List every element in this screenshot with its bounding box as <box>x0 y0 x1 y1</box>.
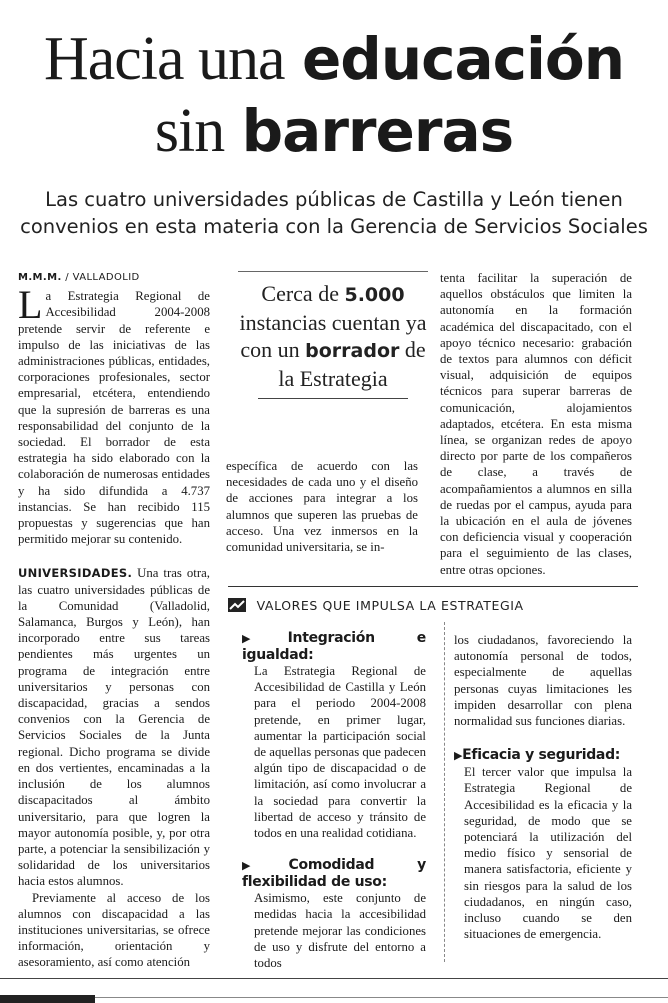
pullquote <box>238 280 428 392</box>
bottom-rule <box>0 978 668 979</box>
box-top-rule <box>228 586 638 587</box>
section-eficacia-heading <box>454 747 632 764</box>
pullquote-text-3: de la Estrategia <box>278 337 426 391</box>
section-lead: UNIVERSIDADES. <box>18 566 133 581</box>
triangle-bullet-icon: ▶ <box>242 859 289 873</box>
box-column-2 <box>454 632 632 942</box>
section-eficacia-title: Eficacia y seguridad: <box>462 747 621 764</box>
subtitle <box>0 186 668 240</box>
paragraph-universidades-text: Una tras otra, las cuatro universidades públicas de la Comunidad (Valladolid, Salamanca, Burgos y León), han incorporado entre sus tareas pendientes más urgentes un programa de integración entre universitarios y personas con discapacidad, gracias a sendos convenios con la Gerencia de Servicios Sociales de la Junta regional. Dicho programa se divide en dos vertientes, encaminadas a la inclusión de los alumnos discapacitados al ámbito universitario, para que logren la mayor autonomía posible, y, por otra parte, a potenciar la sensibilización y solidaridad de los universitarios hacia estos alumnos. <box>18 566 210 889</box>
paragraph-universidades <box>18 565 210 889</box>
headline-thin-1: Hacia una <box>43 25 285 93</box>
headline-bold-1: educación <box>301 25 625 93</box>
pullquote-bottom-rule <box>258 398 408 399</box>
chart-trend-icon <box>228 598 246 612</box>
section-integracion-heading <box>242 630 426 663</box>
byline-place: / VALLADOLID <box>65 272 140 283</box>
byline-author: M.M.M. <box>18 272 62 283</box>
drop-cap: L <box>18 282 43 328</box>
pullquote-top-rule <box>238 271 428 272</box>
paragraph-col3: tenta facilitar la superación de aquellos obstáculos que limiten la autonomía en la formación académica del discapacitado, con el apoyo técnico necesario: grabación de textos para alumnos con déficit visual, adquisición de equipos técnicos para superar barreras de comunicación, alojamientos adaptados, etcétera. En esta misma línea, se organizan redes de apoyo directo por parte de los compañeros de clase, a través de acompañamientos a alumnos en silla de ruedas por el campus, ayuda para la ubicación en el aula de jóvenes con deficiencia visual y cooperación para el seguimiento de las clases, entre otras opciones. <box>440 271 632 577</box>
box-header <box>228 598 638 613</box>
pullquote-bold: borrador <box>305 340 400 362</box>
subtitle-line-1: Las cuatro universidades públicas de Castilla y León tienen <box>45 188 623 211</box>
section-comodidad-text: Asimismo, este conjunto de medidas hacia la accesibilidad pretende mejorar las condiciones de uso y disfrute del entorno a todos <box>254 891 426 971</box>
paragraph-col2: específica de acuerdo con las necesidades de cada uno y el diseño de acciones para integrar a los alumnos que superen las pruebas de acceso. Una vez inmersos en la comunidad universitaria, se in- <box>226 459 418 555</box>
section-continuation-text: los ciudadanos, favoreciendo la autonomía personal de todos, especialmente de aquellas personas cuyas limitaciones les impiden desarrollar con plena normalidad sus funciones diarias. <box>454 633 632 729</box>
triangle-bullet-icon: ▶ <box>454 749 463 763</box>
pullquote-text-2: instancias cuentan ya con un <box>239 310 427 362</box>
subtitle-line-2: convenios en esta materia con la Gerencia de Servicios Sociales <box>20 215 648 238</box>
headline-line-1 <box>0 25 668 93</box>
section-integracion-title: Integración e igualdad: <box>242 630 426 663</box>
byline <box>18 270 210 286</box>
headline-bold-2: barreras <box>241 97 514 165</box>
section-comodidad-title: Comodidad y flexibilidad de uso: <box>242 857 426 891</box>
pullquote-text-1: Cerca de <box>261 281 339 306</box>
paragraph-acceso: Previamente al acceso de los alumnos con discapacidad a las instituciones universitarias, se ofrece información, orientación y asesoramiento, así como atención <box>18 890 210 970</box>
paragraph-intro <box>18 282 210 547</box>
bottom-rule-secondary <box>95 997 668 998</box>
box-title: VALORES QUE IMPULSA LA ESTRATEGIA <box>256 598 524 613</box>
bottom-bar <box>0 995 95 1003</box>
box-column-1 <box>242 630 426 971</box>
column-2 <box>226 458 418 555</box>
section-integracion-text: La Estrategia Regional de Accesibilidad de Castilla y León para el periodo 2004-2008 pretende, en primer lugar, aumentar la participación social de aquellas personas que padecen algún tipo de discapacidad o de limitación, así como involucrar a la sociedad para convertir la libertad de acceso y tránsito de todos en una realidad cotidiana. <box>254 664 426 841</box>
column-1 <box>18 270 210 971</box>
paragraph-intro-text: a Estrategia Regional de Accesibilidad 2004-2008 pretende servir de referente e impulso de las iniciativas de las administraciones públicas, entidades, corporaciones profesionales, sector empresarial, etcétera, entendiendo que la supresión de barreras es una responsabilidad del conjunto de la sociedad. El borrador de esta estrategia ha sido elaborado con la colaboración de numerosas entidades y ha sido difundida a 4.737 instancias. Se han recibido 115 propuestas y sugerencias que han permitido mejorar su contenido. <box>18 289 210 547</box>
column-3 <box>440 270 632 578</box>
headline-thin-2: sin <box>154 97 225 165</box>
section-comodidad-heading <box>242 857 426 890</box>
box-divider <box>444 622 445 962</box>
pullquote-number: 5.000 <box>344 284 405 306</box>
section-eficacia-text: El tercer valor que impulsa la Estrategia Regional de Accesibilidad es la eficacia y la seguridad, de modo que se potenciará la utilización del medio físico y sensorial de manera satisfactoria, eficiente y sin riesgos para la salud de los ciudadanos, en ningún caso, incluso cuando se den situaciones de emergencia. <box>464 765 632 942</box>
headline-line-2 <box>0 97 668 165</box>
triangle-bullet-icon: ▶ <box>242 632 288 645</box>
